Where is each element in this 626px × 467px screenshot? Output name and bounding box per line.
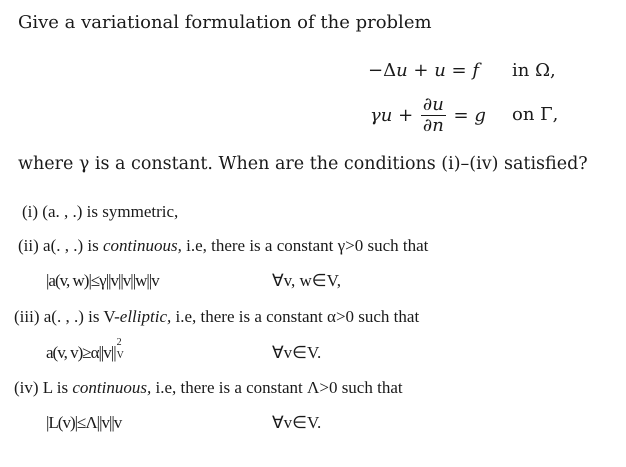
eq1-var-u: u	[396, 60, 408, 81]
eq2-var-u: u	[380, 104, 393, 126]
c3-ineq-main: a(v, v)≥α||v||	[46, 343, 116, 362]
c2-italic: continuous,	[102, 236, 182, 255]
condition-i: (i) (a. , .) is symmetric,	[22, 202, 179, 221]
eq2-boundary: on Γ,	[512, 104, 559, 125]
problem-heading: Give a variational formulation of the problem	[18, 12, 432, 33]
c4-prefix: (iv) L is	[14, 378, 73, 397]
equation-bc	[370, 90, 486, 140]
eq1-rhs: f	[472, 60, 480, 81]
eq1-plus: +	[407, 60, 435, 81]
c4-inequality: |L(v)|≤Λ||v||v	[46, 413, 122, 432]
eq2-equals: =	[447, 104, 475, 126]
c3-inequality	[46, 337, 126, 363]
c3-italic: elliptic,	[119, 307, 172, 326]
c3-script	[116, 337, 126, 361]
c3-prefix: (iii) a(. , .) is V-	[14, 307, 120, 326]
eq2-normal-derivative	[421, 93, 446, 136]
eq2-gamma: γ	[370, 104, 381, 126]
eq1-laplacian: −Δ	[368, 60, 397, 81]
c2-suffix: i.e, there is a constant γ>0 such that	[181, 236, 429, 255]
c2-quantifier: ∀v, w∈V,	[272, 271, 341, 290]
condition-iv	[14, 378, 403, 398]
eq2-plus: +	[392, 104, 419, 126]
condition-iii	[14, 307, 419, 327]
c2-prefix: (ii) a(. , .) is	[18, 236, 103, 255]
c4-quantifier: ∀v∈V.	[272, 413, 322, 432]
c4-suffix: i.e, there is a constant Λ>0 such that	[151, 378, 403, 397]
condition-ii	[18, 236, 428, 256]
c3-suffix: i.e, there is a constant α>0 such that	[171, 307, 420, 326]
c3-quantifier: ∀v∈V.	[272, 343, 322, 362]
eq1-domain: in Ω,	[512, 60, 556, 81]
c3-sup: 2	[116, 337, 121, 348]
eq2-frac-den: ∂n	[422, 114, 444, 136]
c4-italic: continuous,	[72, 378, 152, 397]
eq2-frac-num: ∂u	[422, 93, 444, 115]
eq1-equals: =	[445, 60, 473, 81]
eq1-var-u2: u	[434, 60, 446, 81]
equation-pde	[368, 60, 479, 81]
c2-inequality: |a(v, w)|≤γ||v||v||w||v	[46, 271, 159, 290]
where-line: where γ is a constant. When are the conditions (i)–(iv) satisfied?	[18, 154, 588, 174]
c3-sub: V	[116, 350, 123, 361]
eq2-rhs: g	[474, 104, 486, 126]
